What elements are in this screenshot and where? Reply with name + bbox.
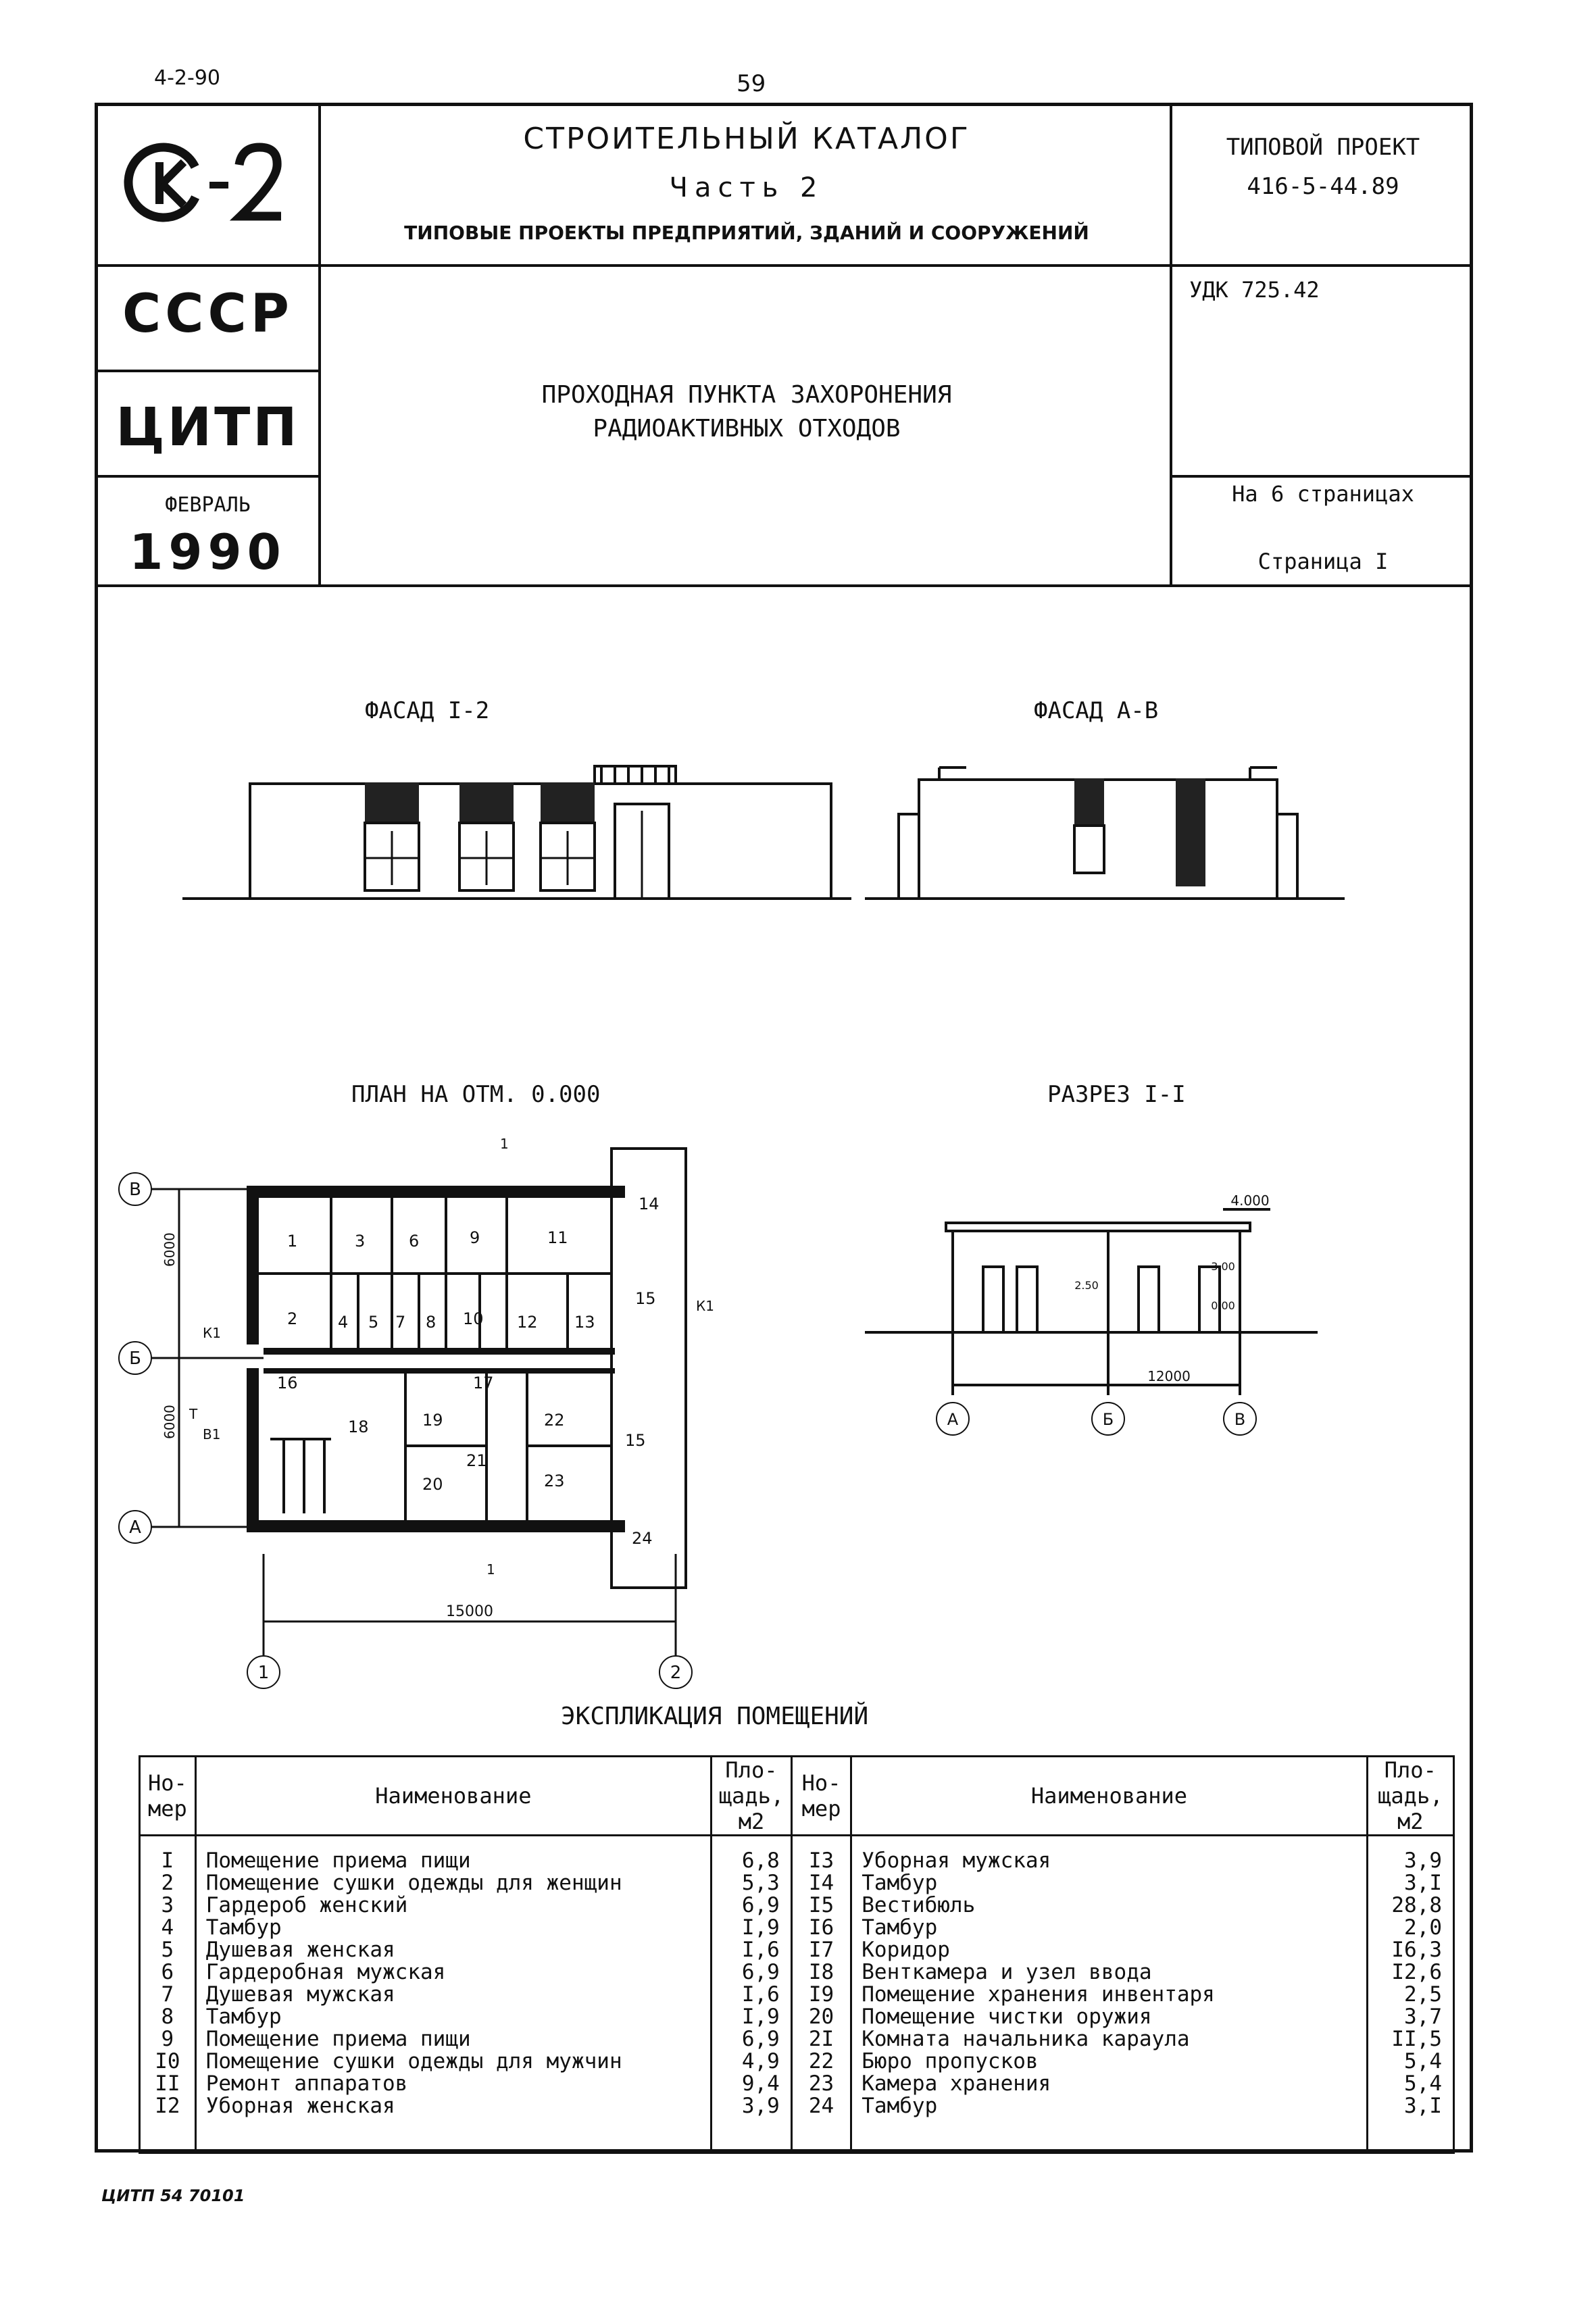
table-cell-area: 3,7 <box>1404 2005 1442 2029</box>
left-number-column <box>140 1836 196 2153</box>
catalog-part: Часть 2 <box>669 172 824 203</box>
table-cell-name: Помещение чистки оружия <box>862 2005 1152 2029</box>
axis-label-b: Б <box>129 1349 141 1369</box>
catalog-subtitle: ТИПОВЫЕ ПРОЕКТЫ ПРЕДПРИЯТИЙ, ЗДАНИЙ И СООРУЖЕНИЙ <box>404 222 1089 244</box>
table-cell-name: Уборная мужская <box>862 1848 1051 1873</box>
room-number: 24 <box>632 1529 653 1548</box>
plan-mark-k1-right: К1 <box>696 1298 714 1314</box>
table-cell-area: 3,9 <box>741 2094 780 2118</box>
table-cell-name: Тамбур <box>205 1915 282 1940</box>
plan-mark-t: Т <box>189 1406 198 1422</box>
room-number: 7 <box>395 1313 406 1332</box>
table-cell-n: 20 <box>808 2005 834 2029</box>
table-cell-area: 5,3 <box>741 1871 780 1895</box>
room-number: 22 <box>544 1411 565 1430</box>
table-cell-n: I2 <box>155 2094 180 2118</box>
facade-2-caption: ФАСАД А-В <box>1034 697 1159 724</box>
col-header-area: Пло-щадь, м2 <box>1367 1757 1453 1836</box>
table-cell-name: Тамбур <box>205 2005 282 2029</box>
room-number: 14 <box>639 1194 659 1213</box>
table-cell-n: 2I <box>808 2027 834 2051</box>
room-number: 18 <box>348 1417 369 1436</box>
plan-caption: ПЛАН НА ОТМ. 0.000 <box>351 1081 601 1108</box>
table-cell-name: Душевая женская <box>205 1938 395 1962</box>
table-cell-area: 9,4 <box>741 2071 780 2096</box>
room-number: 8 <box>426 1313 437 1332</box>
room-number: 21 <box>466 1451 487 1470</box>
table-cell-area: 6,9 <box>741 2027 780 2051</box>
table-cell-area: 5,4 <box>1404 2071 1442 2096</box>
table-cell-name: Помещение сушки одежды для мужчин <box>205 2049 622 2073</box>
ck2-logo-icon <box>122 134 311 235</box>
plan-dim-1: 6000 <box>161 1232 178 1267</box>
table-cell-n: I9 <box>808 1982 834 2007</box>
table-cell-area: I,9 <box>741 2005 780 2029</box>
col-header-number: Но-мер <box>140 1757 196 1836</box>
udk-code: УДК 725.42 <box>1189 277 1320 303</box>
table-cell-n: 3 <box>161 1893 174 1917</box>
room-number: 11 <box>547 1228 568 1247</box>
plan-width-dim: 15000 <box>446 1603 493 1620</box>
table-cell-name: Помещение хранения инвентаря <box>862 1982 1215 2007</box>
table-cell-n: 4 <box>161 1915 174 1940</box>
section-mark-250: 2.50 <box>1074 1279 1099 1292</box>
header-divider-left-1 <box>98 370 321 372</box>
room-number: 15 <box>625 1431 646 1450</box>
page-code: 4-2-90 <box>154 66 220 90</box>
axis-label-2: 2 <box>670 1663 682 1683</box>
table-cell-n: I3 <box>808 1848 834 1873</box>
page-count: На 6 страницах <box>1232 481 1414 507</box>
table-cell-name: Комната начальника караула <box>862 2027 1190 2051</box>
table-cell-area: 5,4 <box>1404 2049 1442 2073</box>
axis-label-1: 1 <box>257 1663 270 1683</box>
footer-code: ЦИТП 54 70101 <box>101 2186 245 2205</box>
header-bottom-line <box>98 584 1470 587</box>
section-axis-a: А <box>947 1410 959 1429</box>
room-number: 23 <box>544 1472 565 1490</box>
facade-1-2-drawing <box>182 743 858 912</box>
room-number: 15 <box>635 1289 656 1308</box>
table-cell-area: 4,9 <box>741 2049 780 2073</box>
right-name-column <box>851 1836 1367 2153</box>
table-cell-n: 8 <box>161 2005 174 2029</box>
table-cell-n: 9 <box>161 2027 174 2051</box>
table-cell-n: I6 <box>808 1915 834 1940</box>
table-cell-name: Ремонт аппаратов <box>205 2071 408 2096</box>
table-cell-area: 3,I <box>1404 1871 1442 1895</box>
table-cell-name: Камера хранения <box>862 2071 1051 2096</box>
section-axis-v: В <box>1234 1410 1246 1429</box>
table-cell-n: I8 <box>808 1960 834 1984</box>
table-cell-name: Бюро пропусков <box>862 2049 1039 2073</box>
plan-mark-b1: В1 <box>203 1426 221 1442</box>
table-cell-n: 6 <box>161 1960 174 1984</box>
col-header-number: Но-мер <box>791 1757 851 1836</box>
table-cell-n: II <box>155 2071 180 2096</box>
room-number: 1 <box>287 1232 298 1251</box>
left-area-column <box>712 1836 792 2153</box>
table-cell-n: I7 <box>808 1938 834 1962</box>
table-cell-area: 3,I <box>1404 2094 1442 2118</box>
section-drawing <box>858 1162 1345 1459</box>
room-number: 6 <box>409 1232 420 1251</box>
table-cell-area: 6,9 <box>741 1960 780 1984</box>
spec-table-title: ЭКСПЛИКАЦИЯ ПОМЕЩЕНИЙ <box>561 1703 869 1730</box>
table-cell-n: 2 <box>161 1871 174 1895</box>
right-area-column <box>1367 1836 1453 2153</box>
room-number: 10 <box>463 1309 484 1328</box>
organization-label: ЦИТП <box>116 397 300 458</box>
room-number: 9 <box>470 1228 480 1247</box>
table-cell-area: 2,5 <box>1404 1982 1442 2007</box>
header-divider-left-2 <box>98 475 321 478</box>
page-indicator: Страница I <box>1257 549 1389 574</box>
room-number: 2 <box>287 1309 298 1328</box>
room-number: 16 <box>277 1374 298 1392</box>
table-cell-area: I6,3 <box>1391 1938 1442 1962</box>
room-number: 4 <box>338 1313 349 1332</box>
table-cell-n: I <box>161 1848 174 1873</box>
table-cell-area: I,6 <box>741 1938 780 1962</box>
section-axis-b: Б <box>1102 1410 1114 1429</box>
table-cell-n: I0 <box>155 2049 180 2073</box>
catalog-title: СТРОИТЕЛЬНЫЙ КАТАЛОГ <box>523 122 970 156</box>
right-number-column <box>791 1836 851 2153</box>
plan-dim-2: 6000 <box>161 1405 178 1439</box>
room-number: 19 <box>422 1411 443 1430</box>
typical-project-number: 416-5-44.89 <box>1247 173 1399 200</box>
table-cell-name: Гардероб женский <box>205 1893 408 1917</box>
table-cell-name: Коридор <box>862 1938 950 1962</box>
table-cell-area: I2,6 <box>1391 1960 1442 1984</box>
room-number: 12 <box>517 1313 538 1332</box>
table-cell-n: I5 <box>808 1893 834 1917</box>
table-cell-n: I4 <box>808 1871 834 1895</box>
section-mark-000: 0.00 <box>1211 1299 1235 1312</box>
col-header-name: Наименование <box>851 1757 1367 1836</box>
ck2-logo <box>122 134 311 238</box>
table-cell-name: Тамбур <box>862 1915 938 1940</box>
document-title-line-1: ПРОХОДНАЯ ПУНКТА ЗАХОРОНЕНИЯ <box>541 381 952 409</box>
table-cell-name: Уборная женская <box>205 2094 395 2118</box>
table-cell-area: 3,9 <box>1404 1848 1442 1873</box>
col-header-name: Наименование <box>195 1757 711 1836</box>
table-cell-name: Помещение приема пищи <box>205 2027 471 2051</box>
table-cell-area: II,5 <box>1391 2027 1442 2051</box>
room-number: 17 <box>473 1374 494 1392</box>
table-cell-name: Помещение сушки одежды для женщин <box>205 1871 622 1895</box>
table-cell-name: Помещение приема пищи <box>205 1848 471 1873</box>
page-number: 59 <box>737 70 766 97</box>
document-title-line-2: РАДИОАКТИВНЫХ ОТХОДОВ <box>593 415 901 443</box>
floor-plan-drawing <box>108 1122 716 1703</box>
table-cell-name: Тамбур <box>862 2094 938 2118</box>
section-span-dim: 12000 <box>1147 1368 1191 1384</box>
table-cell-n: 7 <box>161 1982 174 2007</box>
table-cell-area: 6,8 <box>741 1848 780 1873</box>
plan-cut-top: 1 <box>500 1136 509 1152</box>
axis-label-v: В <box>129 1180 141 1200</box>
table-cell-n: 23 <box>808 2071 834 2096</box>
section-mark-300: 3.00 <box>1211 1260 1235 1273</box>
table-cell-area: 28,8 <box>1391 1893 1442 1917</box>
table-cell-area: I,6 <box>741 1982 780 2007</box>
section-top-mark: 4.000 <box>1230 1192 1270 1209</box>
plan-cut-bottom: 1 <box>487 1561 495 1578</box>
table-cell-n: 22 <box>808 2049 834 2073</box>
table-cell-name: Гардеробная мужская <box>205 1960 446 1984</box>
document-title <box>318 378 1176 446</box>
country-label: СССР <box>122 284 293 345</box>
table-cell-name: Венткамера и узел ввода <box>862 1960 1152 1984</box>
table-cell-area: I,9 <box>741 1915 780 1940</box>
table-cell-name: Душевая мужская <box>205 1982 395 2007</box>
header-divider-right <box>1172 475 1470 478</box>
table-cell-area: 6,9 <box>741 1893 780 1917</box>
col-header-area: Пло-щадь, м2 <box>712 1757 792 1836</box>
table-cell-name: Тамбур <box>862 1871 938 1895</box>
section-caption: РАЗРЕЗ I-I <box>1047 1081 1186 1108</box>
typical-project-label: ТИПОВОЙ ПРОЕКТ <box>1226 134 1420 161</box>
table-cell-n: 24 <box>808 2094 834 2118</box>
room-number: 20 <box>422 1475 443 1494</box>
issue-month: ФЕВРАЛЬ <box>165 493 251 517</box>
room-number: 3 <box>355 1232 366 1251</box>
facade-1-caption: ФАСАД I-2 <box>365 697 490 724</box>
plan-mark-k1-left: К1 <box>203 1325 221 1341</box>
header-divider <box>98 264 1470 267</box>
table-cell-n: 5 <box>161 1938 174 1962</box>
issue-year: 1990 <box>129 524 286 580</box>
table-cell-area: 2,0 <box>1404 1915 1442 1940</box>
room-explication-table <box>139 1755 1455 2154</box>
room-number: 13 <box>574 1313 595 1332</box>
left-name-column <box>195 1836 711 2153</box>
facade-a-v-drawing <box>858 743 1358 912</box>
axis-label-a: А <box>129 1517 141 1538</box>
room-number: 5 <box>368 1313 379 1332</box>
table-cell-name: Вестибюль <box>862 1893 976 1917</box>
